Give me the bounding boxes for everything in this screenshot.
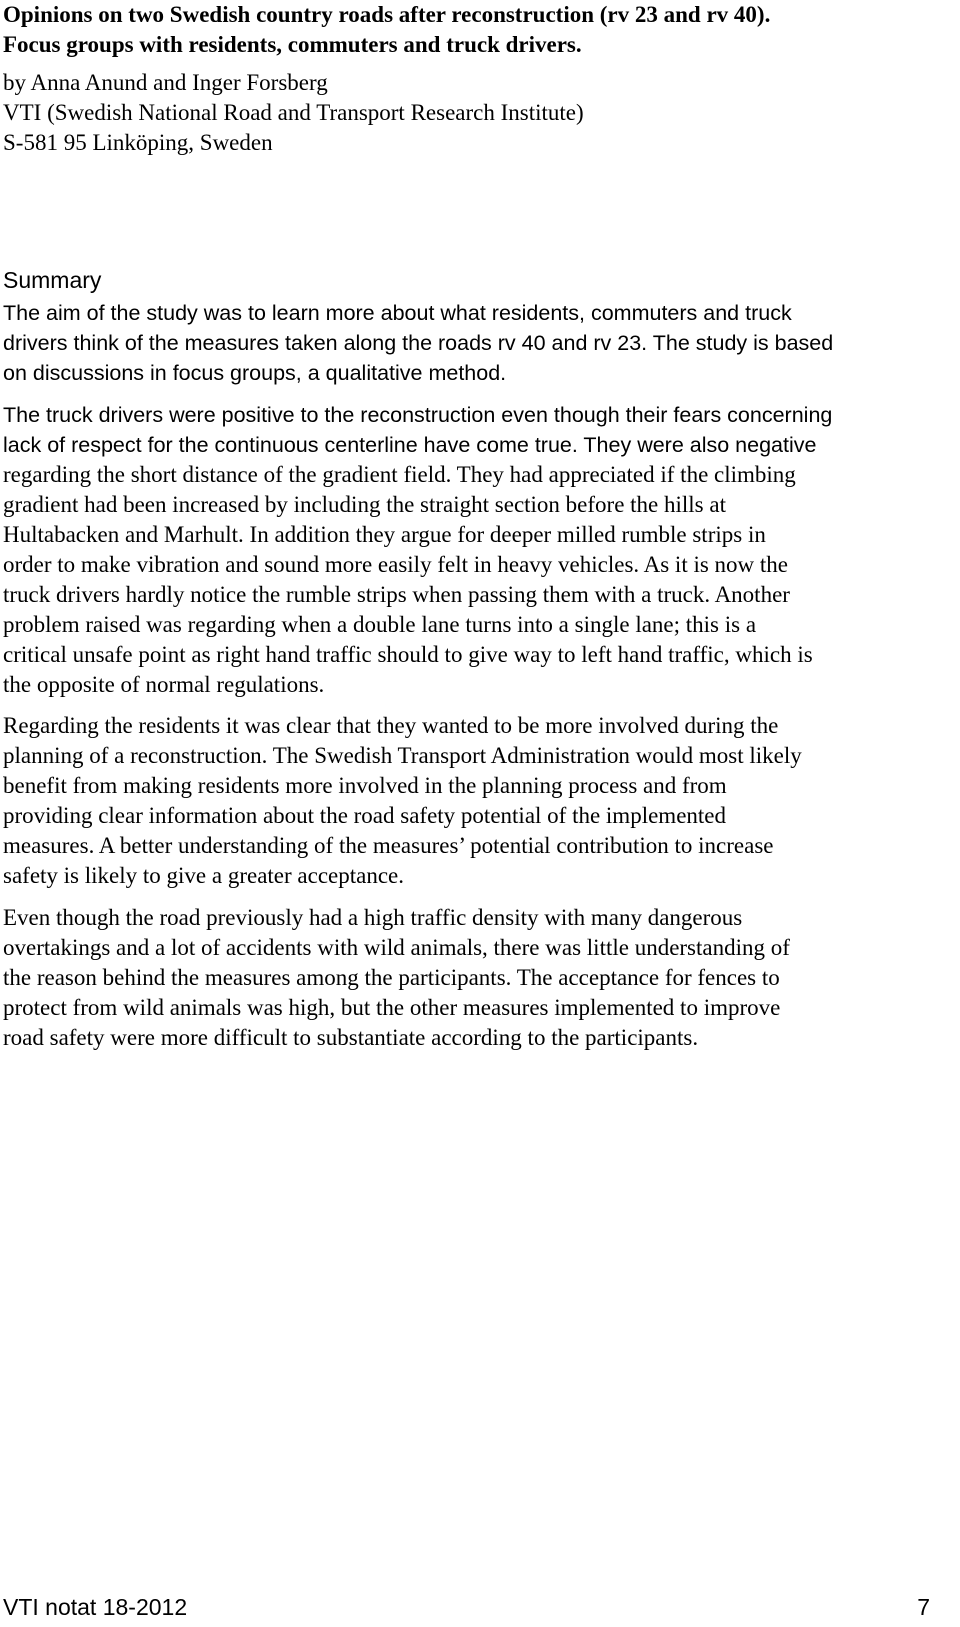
title-line: Focus groups with residents, commuters and truck drivers. [3,32,582,57]
paragraph-line: road safety were more difficult to substantiate according to the participants. [3,1025,699,1050]
summary-paragraph-3 [3,711,958,891]
institute: VTI (Swedish National Road and Transport Research Institute) [3,100,584,125]
author-block [3,68,584,158]
summary-paragraph-2 [3,400,958,700]
paragraph-line: Regarding the residents it was clear that they wanted to be more involved during the [3,713,779,738]
paragraph-line: safety is likely to give a greater acceptance. [3,863,405,888]
summary-heading: Summary [3,267,102,293]
paragraph-line: the reason behind the measures among the participants. The acceptance for fences to [3,965,780,990]
address: S-581 95 Linköping, Sweden [3,130,273,155]
paragraph-line: protect from wild animals was high, but the other measures implemented to improve [3,995,781,1020]
title-line: Opinions on two Swedish country roads after reconstruction (rv 23 and rv 40). [3,2,771,27]
paragraph-line: Hultabacken and Marhult. In addition they argue for deeper milled rumble strips in [3,522,766,547]
summary-paragraph-1 [3,298,958,388]
report-title [3,0,953,60]
paragraph-line: measures. A better understanding of the measures’ potential contribution to increase [3,833,774,858]
paragraph-line: providing clear information about the road safety potential of the implemented [3,803,726,828]
paragraph-line: The truck drivers were positive to the reconstruction even though their fears concerning [3,403,833,427]
report-id: VTI notat 18-2012 [3,1594,188,1620]
paragraph-line: drivers think of the measures taken along the roads rv 40 and rv 23. The study is based [3,331,834,355]
paragraph-line: problem raised was regarding when a double lane turns into a single lane; this is a [3,612,757,637]
authors: by Anna Anund and Inger Forsberg [3,70,328,95]
paragraph-line: regarding the short distance of the gradient field. They had appreciated if the climbing [3,462,796,487]
page-number: 7 [917,1594,930,1620]
paragraph-line: lack of respect for the continuous centerline have come true. They were also negative [3,433,817,457]
paragraph-line: critical unsafe point as right hand traffic should to give way to left hand traffic, which is [3,642,813,667]
paragraph-line: planning of a reconstruction. The Swedish Transport Administration would most likely [3,743,802,768]
paragraph-line: benefit from making residents more involved in the planning process and from [3,773,727,798]
paragraph-line: Even though the road previously had a high traffic density with many dangerous [3,905,743,930]
summary-paragraph-4 [3,903,958,1053]
paragraph-line: on discussions in focus groups, a qualitative method. [3,361,507,385]
paragraph-line: gradient had been increased by including the straight section before the hills at [3,492,726,517]
paragraph-line: The aim of the study was to learn more about what residents, commuters and truck [3,301,792,325]
paragraph-line: order to make vibration and sound more easily felt in heavy vehicles. As it is now the [3,552,789,577]
paragraph-line: the opposite of normal regulations. [3,672,325,697]
paragraph-line: truck drivers hardly notice the rumble strips when passing them with a truck. Another [3,582,790,607]
paragraph-line: overtakings and a lot of accidents with wild animals, there was little understanding of [3,935,790,960]
